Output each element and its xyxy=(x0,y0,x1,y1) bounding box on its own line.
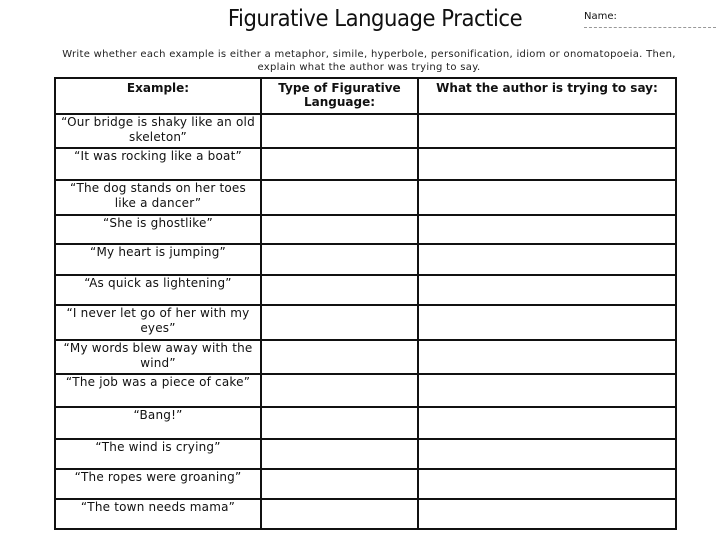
example-cell: “It was rocking like a boat” xyxy=(55,148,261,180)
table-header-row xyxy=(55,78,676,114)
instructions: Write whether each example is either a metaphor, simile, hyperbole, personification, idiom or onomatopoeia. Then, explain what the author was trying to say. xyxy=(62,49,676,73)
table-row xyxy=(55,180,676,215)
type-answer-cell[interactable] xyxy=(261,180,418,215)
example-cell: “She is ghostlike” xyxy=(55,215,261,244)
practice-table xyxy=(54,77,677,530)
meaning-answer-cell[interactable] xyxy=(418,374,676,407)
type-answer-cell[interactable] xyxy=(261,215,418,244)
type-answer-cell[interactable] xyxy=(261,244,418,275)
meaning-answer-cell[interactable] xyxy=(418,499,676,529)
meaning-answer-cell[interactable] xyxy=(418,244,676,275)
meaning-answer-cell[interactable] xyxy=(418,215,676,244)
type-answer-cell[interactable] xyxy=(261,469,418,499)
name-label: Name: xyxy=(584,11,617,22)
table-row xyxy=(55,244,676,275)
table-row xyxy=(55,114,676,148)
example-cell: “The ropes were groaning” xyxy=(55,469,261,499)
type-answer-cell[interactable] xyxy=(261,407,418,439)
name-field-line[interactable] xyxy=(584,27,716,28)
type-answer-cell[interactable] xyxy=(261,275,418,305)
example-cell: “As quick as lightening” xyxy=(55,275,261,305)
column-header-example: Example: xyxy=(55,78,261,114)
table-row xyxy=(55,407,676,439)
type-answer-cell[interactable] xyxy=(261,305,418,340)
table-row xyxy=(55,275,676,305)
table-row xyxy=(55,340,676,374)
type-answer-cell[interactable] xyxy=(261,374,418,407)
example-cell: “My heart is jumping” xyxy=(55,244,261,275)
example-cell: “The job was a piece of cake” xyxy=(55,374,261,407)
type-answer-cell[interactable] xyxy=(261,148,418,180)
example-cell: “Our bridge is shaky like an old skeleton” xyxy=(55,114,261,148)
worksheet-title: Figurative Language Practice xyxy=(227,6,523,32)
table-row xyxy=(55,499,676,529)
example-cell: “The dog stands on her toes like a dancer” xyxy=(55,180,261,215)
type-answer-cell[interactable] xyxy=(261,114,418,148)
table-row xyxy=(55,469,676,499)
meaning-answer-cell[interactable] xyxy=(418,114,676,148)
column-header-type: Type of Figurative Language: xyxy=(261,78,418,114)
meaning-answer-cell[interactable] xyxy=(418,439,676,469)
table-row xyxy=(55,148,676,180)
type-answer-cell[interactable] xyxy=(261,439,418,469)
example-cell: “I never let go of her with my eyes” xyxy=(55,305,261,340)
meaning-answer-cell[interactable] xyxy=(418,275,676,305)
table-row xyxy=(55,374,676,407)
meaning-answer-cell[interactable] xyxy=(418,469,676,499)
table-row xyxy=(55,305,676,340)
example-cell: “The town needs mama” xyxy=(55,499,261,529)
meaning-answer-cell[interactable] xyxy=(418,305,676,340)
column-header-meaning: What the author is trying to say: xyxy=(418,78,676,114)
example-cell: “Bang!” xyxy=(55,407,261,439)
meaning-answer-cell[interactable] xyxy=(418,180,676,215)
meaning-answer-cell[interactable] xyxy=(418,148,676,180)
meaning-answer-cell[interactable] xyxy=(418,340,676,374)
type-answer-cell[interactable] xyxy=(261,340,418,374)
table-row xyxy=(55,439,676,469)
meaning-answer-cell[interactable] xyxy=(418,407,676,439)
table-row xyxy=(55,215,676,244)
example-cell: “My words blew away with the wind” xyxy=(55,340,261,374)
type-answer-cell[interactable] xyxy=(261,499,418,529)
example-cell: “The wind is crying” xyxy=(55,439,261,469)
